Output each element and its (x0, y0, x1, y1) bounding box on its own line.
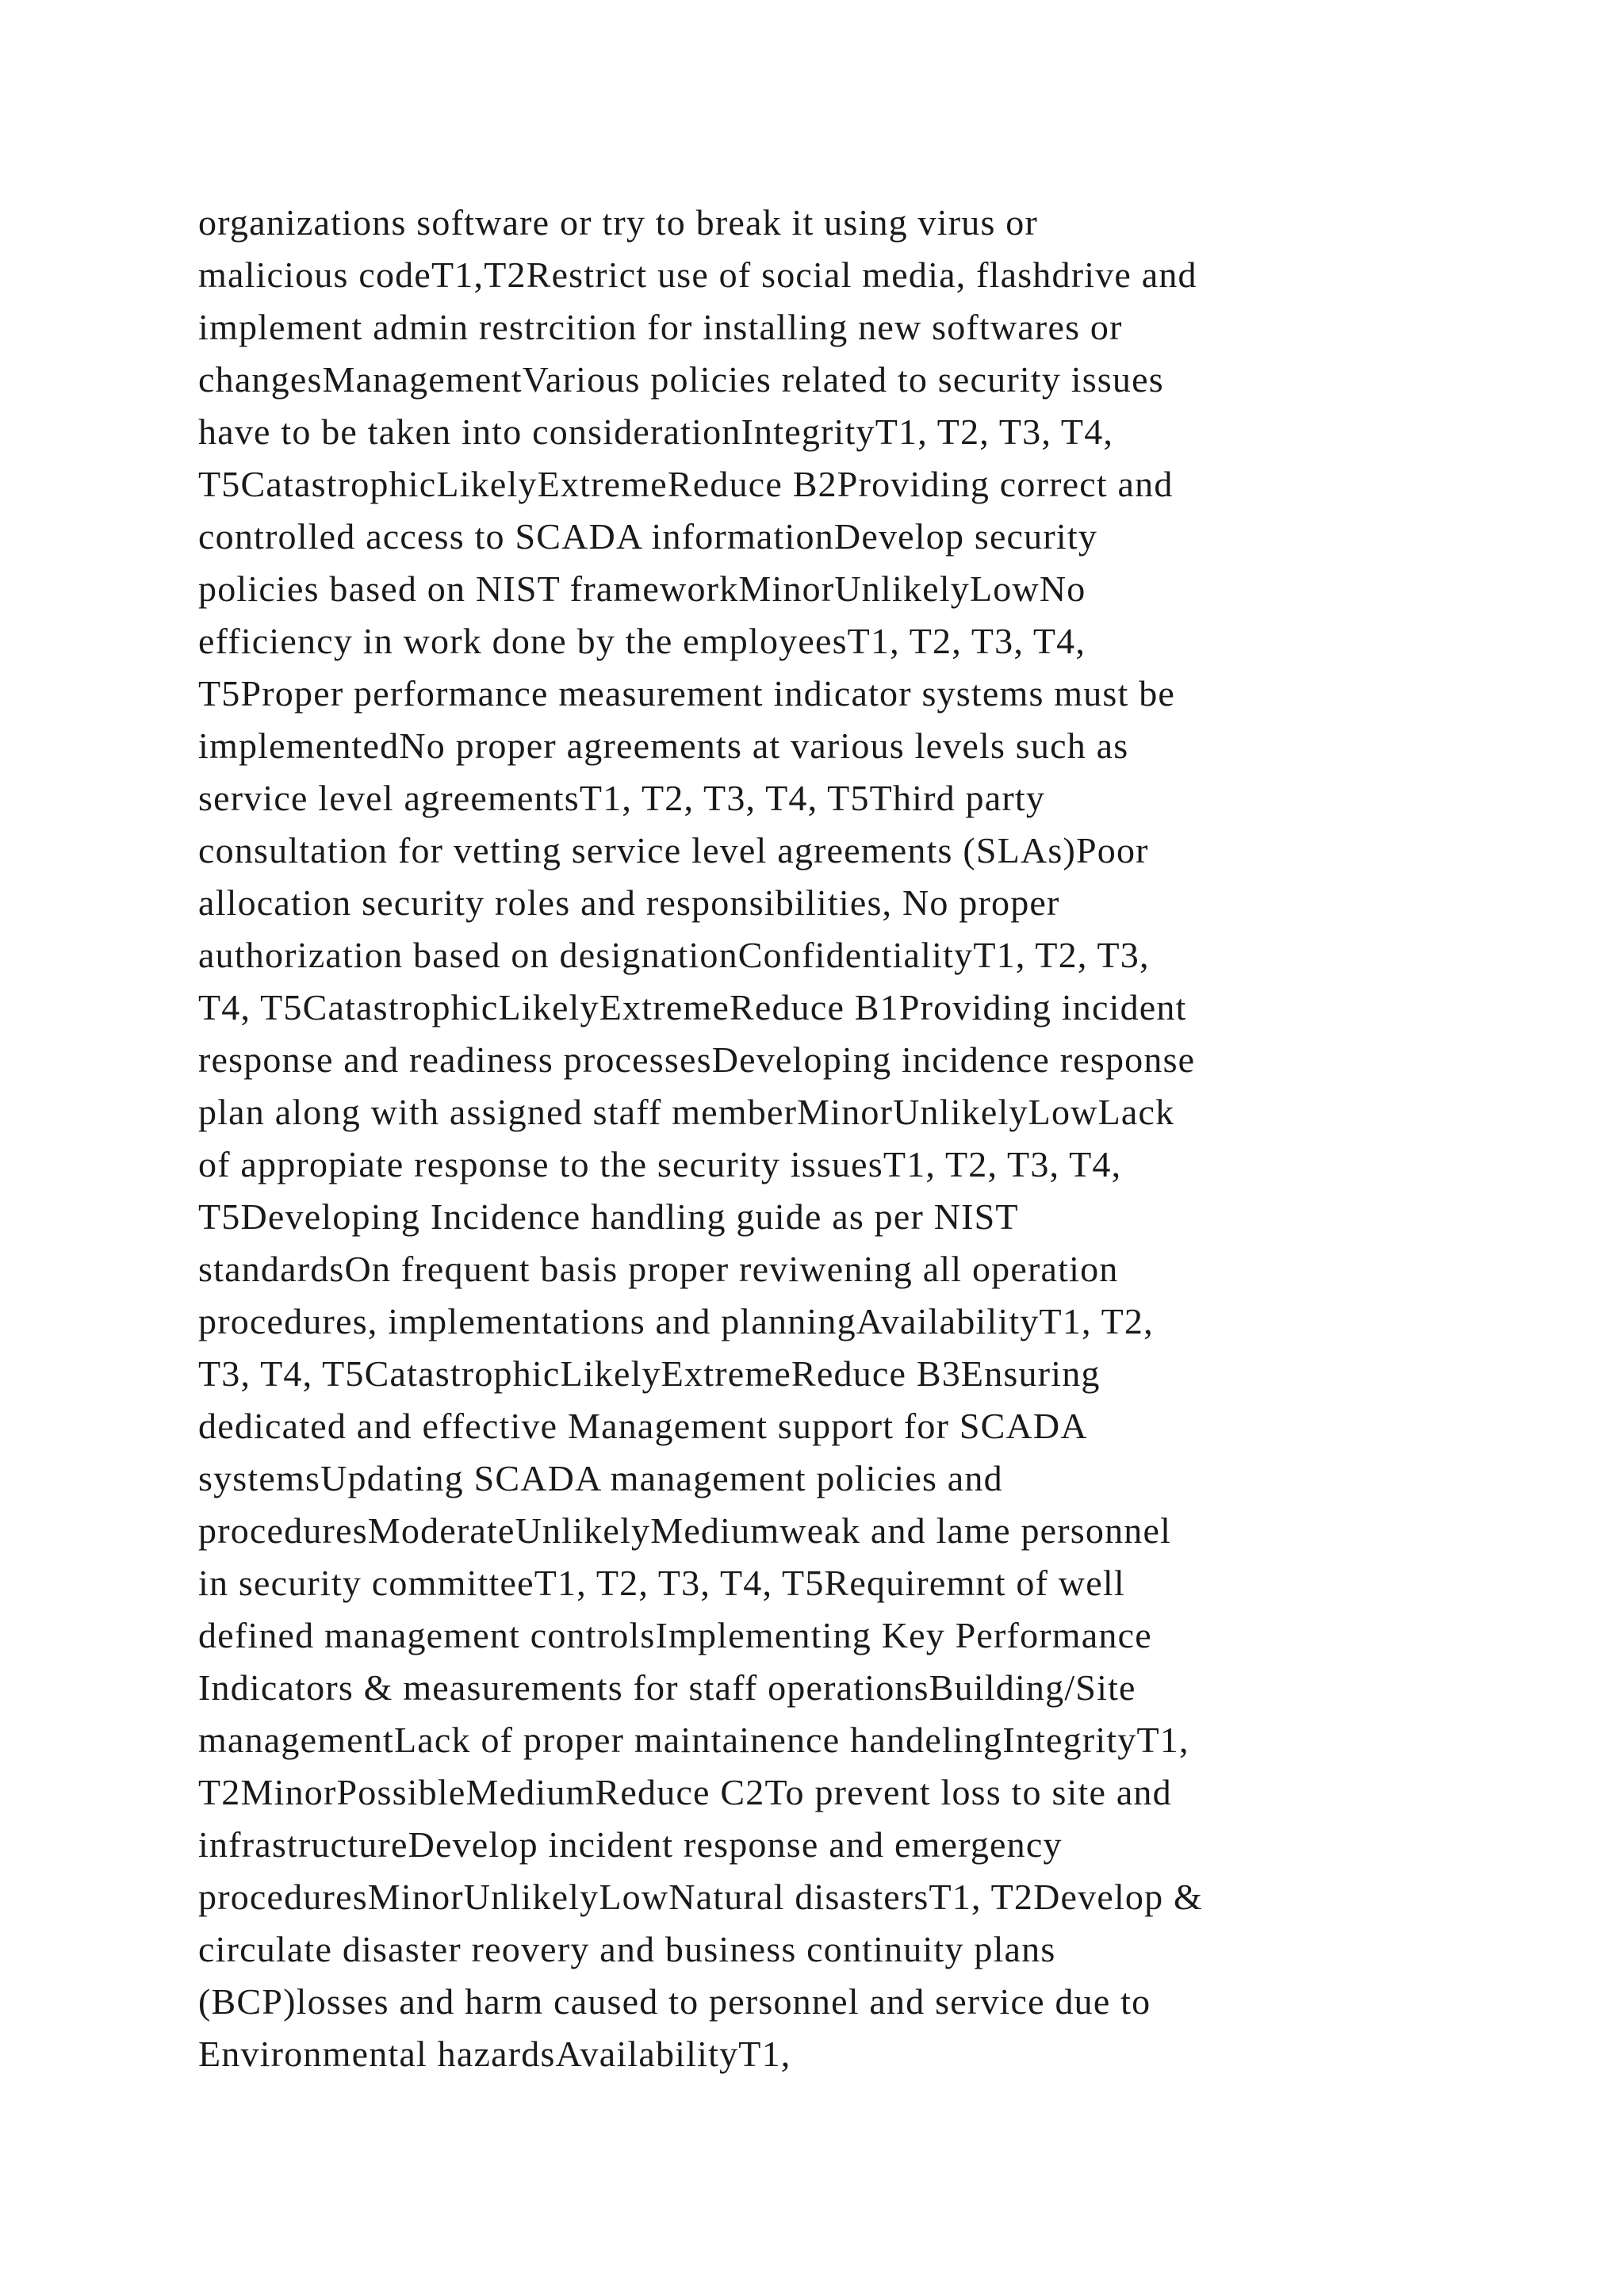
text-line: authorization based on designationConfidentialityT1, T2, T3, (198, 935, 1150, 975)
text-line: allocation security roles and responsibilities, No proper (198, 882, 1060, 923)
text-line: T3, T4, T5CatastrophicLikelyExtremeReduce B3Ensuring (198, 1353, 1101, 1394)
text-line: T2MinorPossibleMediumReduce C2To prevent loss to site and (198, 1772, 1172, 1812)
text-line: procedures, implementations and planningAvailabilityT1, T2, (198, 1301, 1154, 1341)
text-line: plan along with assigned staff memberMinorUnlikelyLowLack (198, 1092, 1175, 1132)
text-line: standardsOn frequent basis proper reviwening all operation (198, 1249, 1119, 1289)
text-line: have to be taken into considerationIntegrityT1, T2, T3, T4, (198, 411, 1114, 452)
text-line: proceduresModerateUnlikelyMediumweak and lame personnel (198, 1510, 1172, 1551)
text-line: in security committeeT1, T2, T3, T4, T5Requiremnt of well (198, 1563, 1125, 1603)
text-line: defined management controlsImplementing Key Performance (198, 1615, 1152, 1655)
text-line: efficiency in work done by the employeesT1, T2, T3, T4, (198, 621, 1086, 661)
text-line: consultation for vetting service level agreements (SLAs)Poor (198, 830, 1149, 871)
text-line: response and readiness processesDeveloping incidence response (198, 1039, 1196, 1080)
text-line: T4, T5CatastrophicLikelyExtremeReduce B1Providing incident (198, 987, 1187, 1027)
text-line: implement admin restrcition for installing new softwares or (198, 307, 1123, 347)
text-line: T5CatastrophicLikelyExtremeReduce B2Providing correct and (198, 464, 1174, 504)
text-line: controlled access to SCADA informationDevelop security (198, 516, 1098, 557)
text-line: of appropiate response to the security issuesT1, T2, T3, T4, (198, 1144, 1122, 1184)
text-line: policies based on NIST frameworkMinorUnlikelyLowNo (198, 568, 1086, 609)
text-line: changesManagementVarious policies related to security issues (198, 359, 1164, 400)
text-line: systemsUpdating SCADA management policies and (198, 1458, 1003, 1498)
text-line: service level agreementsT1, T2, T3, T4, T5Third party (198, 778, 1046, 818)
text-line: T5Proper performance measurement indicator systems must be (198, 673, 1176, 714)
text-line: Indicators & measurements for staff operationsBuilding/Site (198, 1667, 1136, 1708)
text-line: T5Developing Incidence handling guide as per NIST (198, 1196, 1019, 1237)
body-text (198, 197, 1499, 2080)
text-line: organizations software or try to break it using virus or (198, 202, 1038, 243)
text-line: implementedNo proper agreements at various levels such as (198, 725, 1129, 766)
text-line: (BCP)losses and harm caused to personnel and service due to (198, 1981, 1151, 2022)
text-line: infrastructureDevelop incident response and emergency (198, 1824, 1063, 1865)
text-line: proceduresMinorUnlikelyLowNatural disastersT1, T2Develop & (198, 1877, 1204, 1917)
text-line: managementLack of proper maintainence handelingIntegrityT1, (198, 1720, 1189, 1760)
text-line: malicious codeT1,T2Restrict use of social media, flashdrive and (198, 254, 1197, 295)
text-line: Environmental hazardsAvailabilityT1, (198, 2034, 791, 2074)
text-line: dedicated and effective Management support for SCADA (198, 1406, 1088, 1446)
text-line: circulate disaster reovery and business continuity plans (198, 1929, 1056, 1969)
